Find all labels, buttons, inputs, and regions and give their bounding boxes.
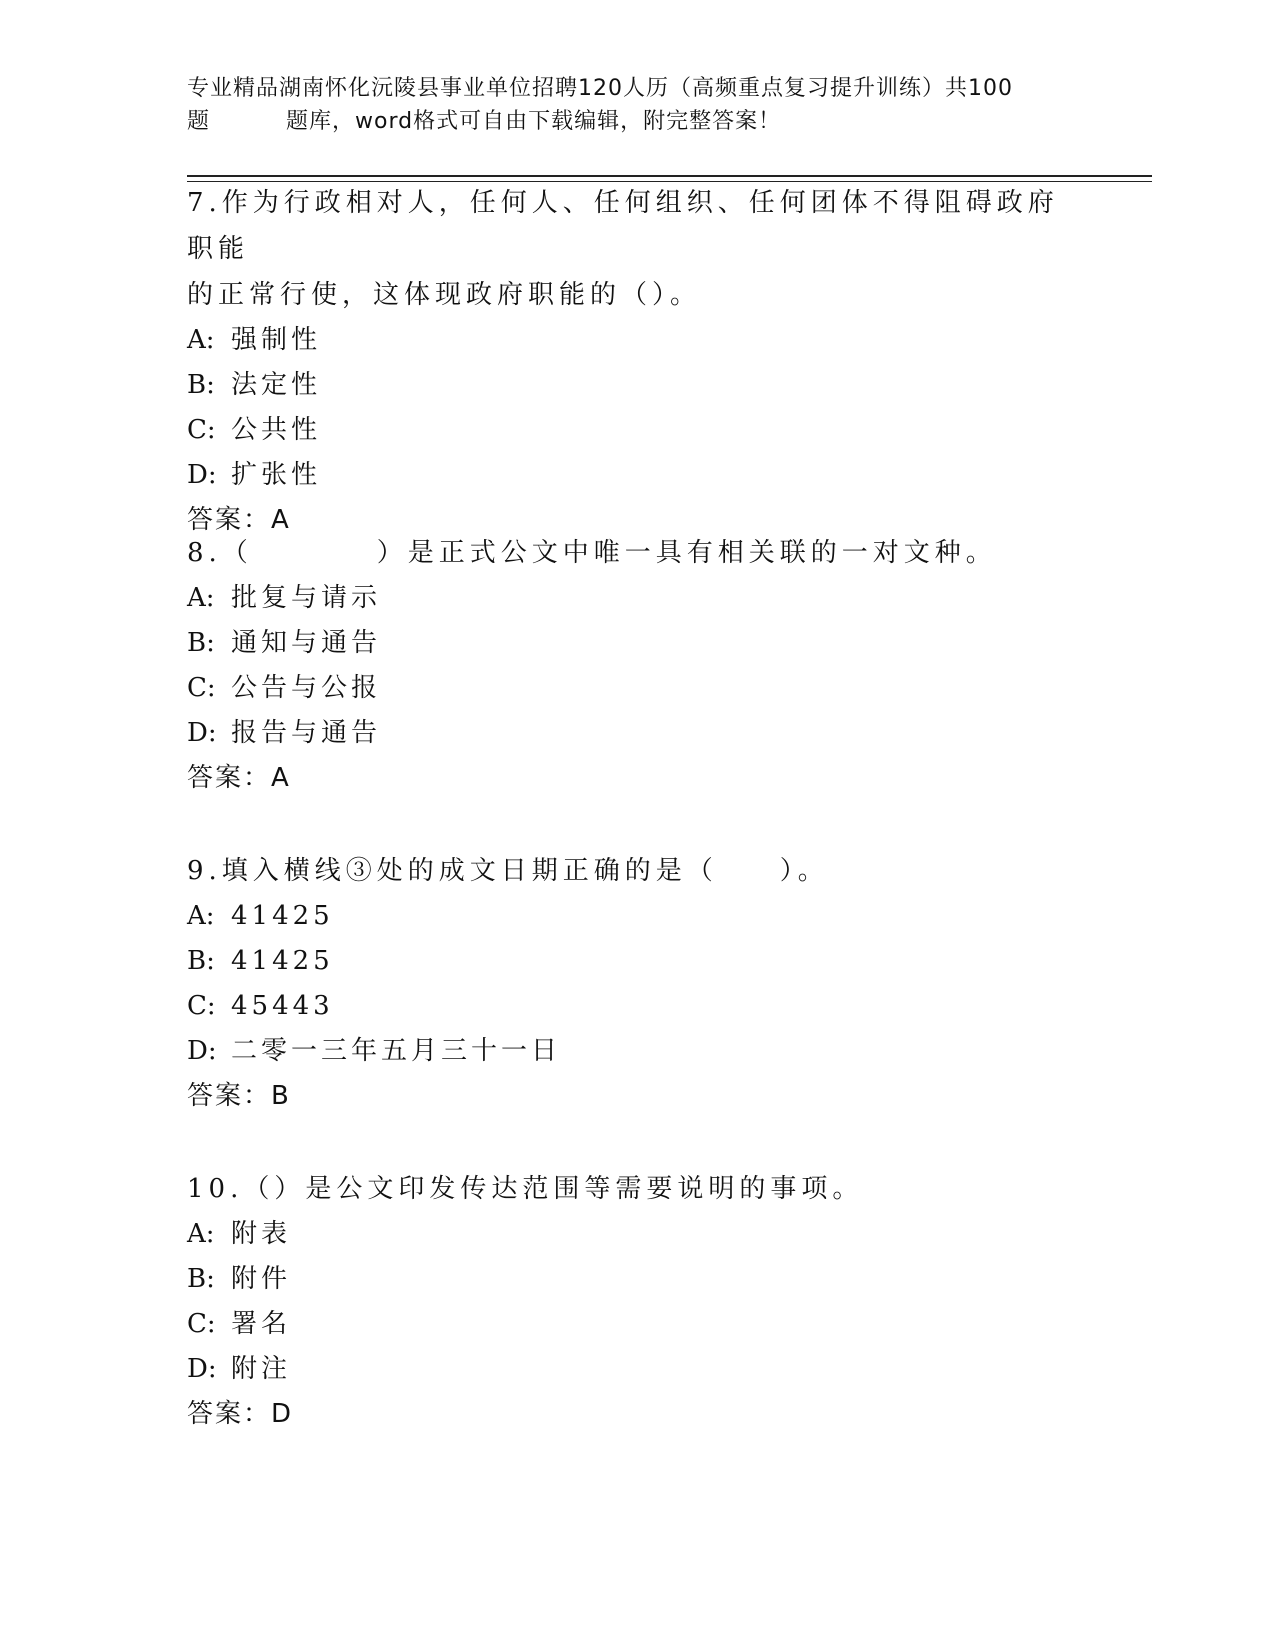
option-label: D: <box>187 460 217 490</box>
option-label: D: <box>187 1354 217 1384</box>
option-label: B: <box>187 946 215 976</box>
option-label: C: <box>187 991 216 1021</box>
option-label: C: <box>187 1309 216 1339</box>
question-stem-line: 10.（）是公文印发传达范围等需要说明的事项。 <box>187 1174 864 1204</box>
option-d <box>187 1347 1087 1392</box>
header-subtitle-line <box>187 105 1087 138</box>
header-subtitle-left: 题 <box>187 109 211 134</box>
option-label: A: <box>187 1219 215 1249</box>
option-text: 二零一三年五月三十一日 <box>231 1036 562 1066</box>
option-text: 署名 <box>231 1309 292 1339</box>
option-text: 扩张性 <box>231 460 322 490</box>
option-text: 公告与公报 <box>231 673 382 703</box>
option-label: D: <box>187 1036 217 1066</box>
option-c <box>187 666 1087 711</box>
option-b <box>187 621 1087 666</box>
option-a <box>187 318 1087 363</box>
question-stem-line: 8.（ ）是正式公文中唯一具有相关联的一对文种。 <box>187 538 997 568</box>
answer-line: 答案：D <box>187 1399 294 1429</box>
option-a <box>187 1212 1087 1257</box>
option-a <box>187 576 1087 621</box>
option-label: A: <box>187 901 215 931</box>
question-10 <box>187 1166 1087 1437</box>
option-b <box>187 1257 1087 1302</box>
answer-line: 答案：A <box>187 505 291 535</box>
option-c <box>187 408 1087 453</box>
option-label: C: <box>187 415 216 445</box>
option-label: A: <box>187 325 215 355</box>
question-8 <box>187 530 1087 801</box>
option-text: 附表 <box>231 1219 292 1249</box>
option-text: 批复与请示 <box>231 583 382 613</box>
option-text: 附注 <box>231 1354 292 1384</box>
question-7 <box>187 180 1087 543</box>
question-stem-line: 9.填入横线③处的成文日期正确的是（ ）。 <box>187 856 829 886</box>
option-label: C: <box>187 673 216 703</box>
option-label: B: <box>187 1264 215 1294</box>
option-c <box>187 984 1087 1029</box>
answer-line: 答案：A <box>187 763 291 793</box>
question-stem-line: 的正常行使，这体现政府职能的（）。 <box>187 280 702 310</box>
option-text: 公共性 <box>231 415 322 445</box>
option-text: 41425 <box>231 901 334 931</box>
option-a <box>187 894 1087 939</box>
option-c <box>187 1302 1087 1347</box>
option-label: D: <box>187 718 217 748</box>
option-text: 45443 <box>231 991 334 1021</box>
option-text: 41425 <box>231 946 334 976</box>
option-b <box>187 363 1087 408</box>
option-text: 强制性 <box>231 325 322 355</box>
document-header <box>187 72 1087 138</box>
option-text: 通知与通告 <box>231 628 382 658</box>
option-d <box>187 1029 1087 1074</box>
option-text: 附件 <box>231 1264 292 1294</box>
header-subtitle-right: 题库，word格式可自由下载编辑，附完整答案！ <box>286 109 782 134</box>
question-stem-line: 7.作为行政相对人，任何人、任何组织、任何团体不得阻碍政府职能 <box>187 188 1059 264</box>
option-d <box>187 453 1087 498</box>
option-label: B: <box>187 370 215 400</box>
option-b <box>187 939 1087 984</box>
option-label: B: <box>187 628 215 658</box>
question-9 <box>187 848 1087 1119</box>
answer-line: 答案：B <box>187 1081 291 1111</box>
header-title-line: 专业精品湖南怀化沅陵县事业单位招聘120人历（高频重点复习提升训练）共100 <box>187 76 1013 101</box>
option-text: 报告与通告 <box>231 718 382 748</box>
option-d <box>187 711 1087 756</box>
option-text: 法定性 <box>231 370 322 400</box>
option-label: A: <box>187 583 215 613</box>
